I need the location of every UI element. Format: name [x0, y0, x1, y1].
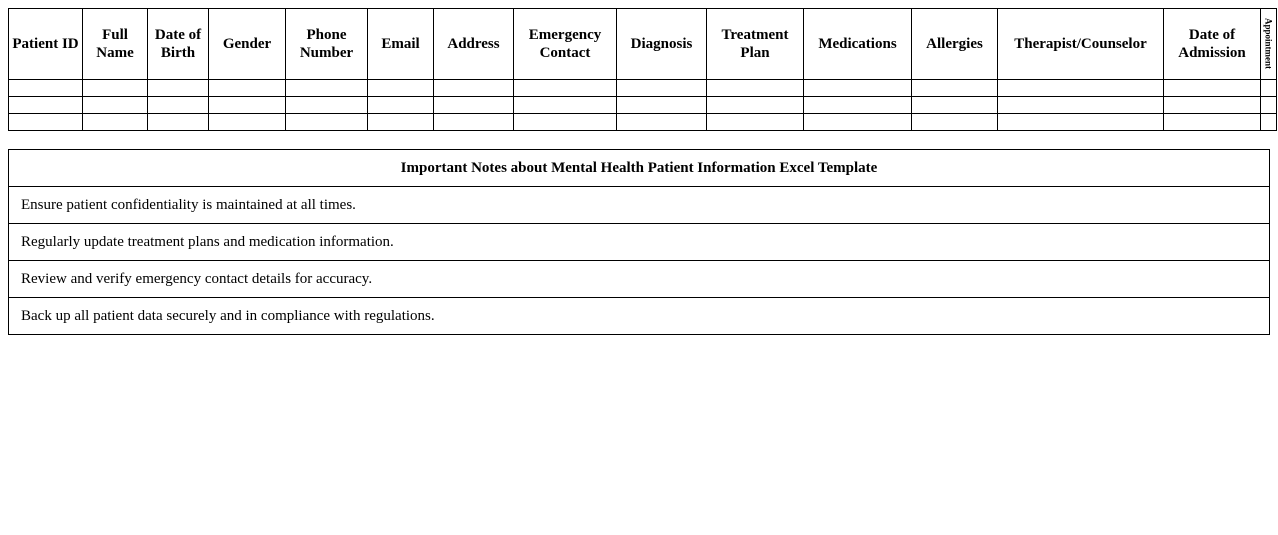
table-cell[interactable] [434, 114, 514, 131]
table-cell[interactable] [804, 80, 912, 97]
table-cell[interactable] [617, 114, 707, 131]
table-cell[interactable] [9, 114, 83, 131]
table-cell[interactable] [912, 114, 998, 131]
column-header: Treatment Plan [707, 9, 804, 80]
column-header: Phone Number [286, 9, 368, 80]
table-cell[interactable] [83, 97, 148, 114]
table-cell[interactable] [617, 80, 707, 97]
table-cell[interactable] [434, 97, 514, 114]
table-cell[interactable] [707, 114, 804, 131]
table-cell[interactable] [368, 114, 434, 131]
table-cell[interactable] [707, 97, 804, 114]
table-cell[interactable] [9, 97, 83, 114]
table-cell[interactable] [617, 97, 707, 114]
table-cell[interactable] [286, 114, 368, 131]
table-cell[interactable] [912, 80, 998, 97]
table-cell[interactable] [707, 80, 804, 97]
table-cell[interactable] [1261, 80, 1277, 97]
table-row [9, 114, 1277, 131]
column-header: Appointment [1261, 9, 1277, 80]
note-item: Ensure patient confidentiality is maintained at all times. [9, 187, 1270, 224]
table-cell[interactable] [998, 114, 1164, 131]
table-cell[interactable] [368, 97, 434, 114]
table-cell[interactable] [209, 114, 286, 131]
table-cell[interactable] [998, 97, 1164, 114]
column-header: Full Name [83, 9, 148, 80]
table-cell[interactable] [368, 80, 434, 97]
table-cell[interactable] [209, 97, 286, 114]
table-cell[interactable] [434, 80, 514, 97]
column-header: Allergies [912, 9, 998, 80]
table-cell[interactable] [286, 80, 368, 97]
notes-table [8, 149, 1270, 335]
note-item: Regularly update treatment plans and medication information. [9, 224, 1270, 261]
column-header: Gender [209, 9, 286, 80]
note-item: Back up all patient data securely and in compliance with regulations. [9, 298, 1270, 335]
table-cell[interactable] [1261, 114, 1277, 131]
column-header: Diagnosis [617, 9, 707, 80]
table-cell[interactable] [1164, 80, 1261, 97]
column-header: Emergency Contact [514, 9, 617, 80]
table-row [9, 80, 1277, 97]
patient-table [8, 8, 1277, 131]
table-cell[interactable] [1261, 97, 1277, 114]
column-header: Therapist/Counselor [998, 9, 1164, 80]
table-cell[interactable] [1164, 114, 1261, 131]
column-header: Email [368, 9, 434, 80]
column-header: Date of Birth [148, 9, 209, 80]
table-cell[interactable] [804, 97, 912, 114]
note-item: Review and verify emergency contact details for accuracy. [9, 261, 1270, 298]
table-cell[interactable] [514, 80, 617, 97]
table-cell[interactable] [148, 114, 209, 131]
column-header: Date of Admission [1164, 9, 1261, 80]
table-cell[interactable] [998, 80, 1164, 97]
table-cell[interactable] [1164, 97, 1261, 114]
table-cell[interactable] [514, 114, 617, 131]
table-row [9, 97, 1277, 114]
table-cell[interactable] [148, 80, 209, 97]
table-cell[interactable] [286, 97, 368, 114]
table-cell[interactable] [83, 80, 148, 97]
column-header: Patient ID [9, 9, 83, 80]
table-cell[interactable] [514, 97, 617, 114]
table-cell[interactable] [804, 114, 912, 131]
column-header: Medications [804, 9, 912, 80]
column-header: Address [434, 9, 514, 80]
table-cell[interactable] [209, 80, 286, 97]
notes-title: Important Notes about Mental Health Patient Information Excel Template [9, 150, 1270, 187]
table-cell[interactable] [912, 97, 998, 114]
table-cell[interactable] [148, 97, 209, 114]
table-cell[interactable] [9, 80, 83, 97]
table-cell[interactable] [83, 114, 148, 131]
